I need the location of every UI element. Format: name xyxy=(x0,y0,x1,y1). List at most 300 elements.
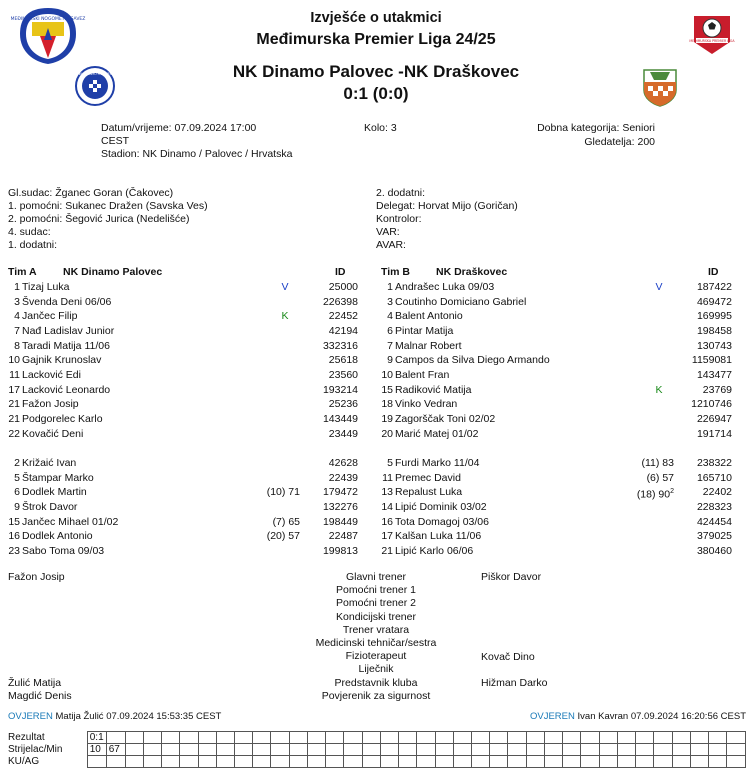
result-grid-cell xyxy=(672,744,690,756)
player-number: 10 xyxy=(8,354,20,367)
official-entry: 2. pomoćni: Šegović Jurica (Nedelišće) xyxy=(8,213,190,226)
verified-tag-right: OVJEREN xyxy=(530,711,575,722)
player-name: Lacković Leonardo xyxy=(22,383,111,396)
verification-left xyxy=(8,711,221,722)
substitution-info: (18) $90^2$ xyxy=(636,488,674,501)
player-name: Lipić Dominik 03/02 xyxy=(395,500,487,513)
player-id: 42194 xyxy=(328,324,358,337)
player-id: 198458 xyxy=(696,324,732,337)
player-name: Vinko Vedran xyxy=(395,398,458,411)
player-number: 5 xyxy=(14,471,20,484)
player-name: Lipić Karlo 06/06 xyxy=(395,544,474,557)
staff-role: Glavni trener xyxy=(345,571,407,583)
starter-row xyxy=(2,324,368,339)
player-name: Fažon Josip xyxy=(22,398,79,411)
result-grid-cell: 67 xyxy=(106,744,125,756)
result-grid-cell xyxy=(435,756,453,768)
result-grid-cell xyxy=(709,744,727,756)
result-grid-cell xyxy=(216,756,234,768)
result-grid-cell xyxy=(526,756,544,768)
result-grid-cell xyxy=(125,744,143,756)
official-entry: Delegat: Horvat Mijo (Goričan) xyxy=(376,200,518,213)
result-grid-cell xyxy=(125,756,143,768)
result-grid-cell xyxy=(727,744,746,756)
result-grid-cell xyxy=(544,744,562,756)
result-grid-cell: 10 xyxy=(87,744,106,756)
result-grid-cell xyxy=(162,732,180,744)
starter-row xyxy=(2,295,368,310)
substitute-row xyxy=(375,485,741,500)
result-grid-cell xyxy=(234,744,252,756)
player-name: Zagorščak Toni 02/02 xyxy=(395,412,496,425)
age-category: Dobna kategorija: Seniori xyxy=(537,122,655,134)
team-b-name: NK Draškovec xyxy=(436,266,508,278)
player-number: 5 xyxy=(387,457,393,469)
player-number: 15 xyxy=(381,383,393,396)
player-id: 226398 xyxy=(322,295,358,308)
player-name: Dodlek Antonio xyxy=(22,530,93,543)
player-id: 199813 xyxy=(322,544,358,557)
player-id: 191714 xyxy=(696,427,732,440)
substitute-row xyxy=(2,515,368,530)
starter-row xyxy=(2,397,368,412)
player-number: 21 xyxy=(8,398,20,411)
player-number: 17 xyxy=(8,383,20,396)
team-a-id-header: ID xyxy=(335,266,346,278)
player-number: 10 xyxy=(381,368,393,381)
result-grid-cell xyxy=(234,756,252,768)
player-id: 187422 xyxy=(696,281,732,293)
result-grid-cell xyxy=(654,732,672,744)
substitution-info: (20) 57 xyxy=(266,530,300,543)
team-b-label: Tim B xyxy=(381,266,410,278)
player-id: 22439 xyxy=(328,471,358,484)
result-grid-cell xyxy=(435,744,453,756)
substitution-extra: 2 xyxy=(670,488,674,496)
staff-role: Kondicijski trener xyxy=(336,610,416,623)
player-name: Švenda Deni 06/06 xyxy=(22,295,112,308)
result-grid-cell xyxy=(216,732,234,744)
svg-text:MEĐIMURSKI NOGOMETNI SAVEZ: MEĐIMURSKI NOGOMETNI SAVEZ xyxy=(10,17,86,22)
result-grid-cell xyxy=(180,744,198,756)
substitute-row xyxy=(375,529,741,544)
player-name: Lacković Edi xyxy=(22,368,81,381)
match-timezone: CEST xyxy=(101,135,130,147)
result-grid-cell xyxy=(544,732,562,744)
starter-row xyxy=(375,339,741,354)
player-name: Jančec Filip xyxy=(22,310,78,323)
player-number: 19 xyxy=(381,412,393,425)
result-grid-cell xyxy=(472,744,490,756)
substitution-info: (10) 71 xyxy=(266,486,300,499)
starter-row xyxy=(2,427,368,442)
player-name: Balent Antonio xyxy=(395,310,463,323)
player-number: 16 xyxy=(8,530,20,543)
result-grid-cell xyxy=(690,744,708,756)
officials-right xyxy=(376,187,518,252)
player-name: Marić Matej 01/02 xyxy=(395,427,479,440)
result-grid-cell xyxy=(417,756,435,768)
captain-marker: K xyxy=(655,383,663,396)
substitution-info: (7) 65 xyxy=(272,515,300,528)
result-grid-cell xyxy=(709,756,727,768)
player-id: 143477 xyxy=(696,368,732,381)
player-number: 21 xyxy=(8,412,20,425)
substitute-row xyxy=(2,500,368,515)
player-id: 228323 xyxy=(696,500,732,513)
substitute-row xyxy=(375,500,741,515)
player-name: Furdi Marko 11/04 xyxy=(395,457,480,469)
player-number: 2 xyxy=(14,457,20,469)
verification-right xyxy=(530,711,746,722)
player-name: Nađ Ladislav Junior xyxy=(22,324,115,337)
result-grid-cell xyxy=(526,744,544,756)
result-grid-cell xyxy=(654,756,672,768)
result-grid-cell xyxy=(87,756,106,768)
result-grid-cell xyxy=(599,756,617,768)
staff-b-club-rep: Hižman Darko xyxy=(481,677,548,689)
player-number: 6 xyxy=(14,486,20,499)
result-grid-cell xyxy=(326,732,344,744)
result-grid-cell xyxy=(344,744,362,756)
verified-text-left: Matija Žulić 07.09.2024 15:53:35 CEST xyxy=(55,711,222,722)
staff-role: Liječnik xyxy=(358,663,394,676)
goalkeeper-marker: V xyxy=(281,281,289,293)
result-grid-cell xyxy=(563,756,581,768)
substitute-row xyxy=(375,471,741,486)
team-b-id-header: ID xyxy=(708,266,719,278)
player-id: 165710 xyxy=(696,471,732,484)
player-name: Jančec Mihael 01/02 xyxy=(22,515,119,528)
result-grid-cell xyxy=(399,756,417,768)
result-grid-cell xyxy=(636,756,654,768)
match-score: 0:1 (0:0) xyxy=(343,84,409,103)
svg-text:MEĐIMURSKA PREMIER LIGA: MEĐIMURSKA PREMIER LIGA xyxy=(689,39,735,43)
substitute-row xyxy=(375,515,741,530)
starter-row xyxy=(375,295,741,310)
result-grid-cell xyxy=(307,756,325,768)
starter-row xyxy=(2,368,368,383)
result-grid-cell xyxy=(417,732,435,744)
result-grid-cell xyxy=(654,744,672,756)
result-grid-row xyxy=(6,732,746,744)
spectators: Gledatelja: 200 xyxy=(584,136,655,148)
player-name: Križaić Ivan xyxy=(22,457,77,469)
result-grid-cell xyxy=(617,756,635,768)
result-grid-cell xyxy=(727,732,746,744)
player-name: Campos da Silva Diego Armando xyxy=(395,354,550,367)
starter-row xyxy=(375,383,741,398)
player-number: 8 xyxy=(14,339,20,352)
result-grid-cell xyxy=(526,732,544,744)
result-grid-cell xyxy=(435,732,453,744)
player-id: 1159081 xyxy=(691,354,732,367)
result-grid-cell xyxy=(508,744,526,756)
starter-row xyxy=(375,309,741,324)
player-number: 3 xyxy=(14,295,20,308)
result-grid-cell xyxy=(143,744,161,756)
result-grid-cell xyxy=(289,732,307,744)
player-number: 9 xyxy=(387,354,393,367)
official-entry: Kontrolor: xyxy=(376,213,422,226)
staff-b-head-coach: Piškor Davor xyxy=(481,571,542,583)
match-title: NK Dinamo Palovec -NK Draškovec xyxy=(232,62,520,81)
result-grid-cell xyxy=(636,744,654,756)
result-grid-cell xyxy=(581,744,599,756)
result-grid-cell xyxy=(380,756,398,768)
starter-row xyxy=(2,353,368,368)
official-entry: 1. pomoćni: Sukanec Dražen (Savska Ves) xyxy=(8,200,208,213)
svg-text:NK DINAMO PALOVEC: NK DINAMO PALOVEC xyxy=(77,72,113,76)
starter-row xyxy=(2,339,368,354)
player-number: 18 xyxy=(381,398,393,411)
player-id: 25000 xyxy=(328,281,358,293)
staff-b-physio: Kovač Dino xyxy=(481,651,535,663)
result-grid-cell xyxy=(453,744,471,756)
substitute-row xyxy=(2,529,368,544)
verified-tag-left: OVJEREN xyxy=(8,711,53,722)
staff-role: Fizioterapeut xyxy=(345,650,407,663)
player-id: 23449 xyxy=(328,427,358,440)
official-entry: AVAR: xyxy=(376,239,406,252)
result-grid-cell xyxy=(617,732,635,744)
substitution-info: (11) 83 xyxy=(641,457,674,469)
player-id: 22452 xyxy=(328,310,358,323)
player-name: Tizaj Luka xyxy=(22,281,70,293)
starter-row xyxy=(375,353,741,368)
result-grid-cell xyxy=(253,732,271,744)
result-grid-cell xyxy=(307,744,325,756)
player-number: 11 xyxy=(382,471,393,484)
starter-row xyxy=(375,280,741,295)
result-grid-cell xyxy=(417,744,435,756)
player-name: Štrok Davor xyxy=(22,500,78,513)
player-number: 4 xyxy=(387,310,393,323)
result-grid-cell xyxy=(326,756,344,768)
result-grid-cell xyxy=(453,756,471,768)
starter-row xyxy=(2,309,368,324)
result-grid-cell xyxy=(289,756,307,768)
starter-row xyxy=(375,397,741,412)
result-grid-cell xyxy=(490,744,508,756)
result-grid-cell xyxy=(344,732,362,744)
player-id: 1210746 xyxy=(691,398,732,411)
starter-row xyxy=(2,280,368,295)
result-grid-cell xyxy=(271,756,289,768)
staff-roles xyxy=(276,571,476,703)
result-grid-cell xyxy=(344,756,362,768)
official-entry: 4. sudac: xyxy=(8,226,51,239)
player-id: 179472 xyxy=(322,486,358,499)
staff-role: Trener vratara xyxy=(342,623,410,636)
result-grid-cell xyxy=(508,756,526,768)
result-grid-row xyxy=(6,756,746,768)
result-grid-cell xyxy=(544,756,562,768)
player-name: Premec David xyxy=(395,471,461,484)
staff-a-head-coach: Fažon Josip xyxy=(8,571,65,583)
result-grid-cell xyxy=(180,732,198,744)
player-id: 380460 xyxy=(696,544,732,557)
player-number: 14 xyxy=(381,500,393,513)
official-entry: 2. dodatni: xyxy=(376,187,426,199)
player-number: 13 xyxy=(381,486,393,499)
result-grid-cell xyxy=(162,744,180,756)
result-grid-cell xyxy=(307,732,325,744)
match-stadium: Stadion: NK Dinamo / Palovec / Hrvatska xyxy=(101,148,293,160)
substitute-row xyxy=(2,544,368,559)
player-number: 22 xyxy=(8,427,20,440)
substitute-row xyxy=(2,456,368,471)
result-grid-cell xyxy=(289,744,307,756)
player-id: 332316 xyxy=(322,339,358,352)
player-id: 226947 xyxy=(696,412,732,425)
player-id: 132276 xyxy=(322,500,358,513)
result-grid-cell xyxy=(581,732,599,744)
result-grid-cell xyxy=(106,756,125,768)
player-name: Tota Domagoj 03/06 xyxy=(395,515,489,528)
player-id: 25236 xyxy=(328,398,358,411)
player-id: 22402 xyxy=(702,486,732,499)
result-grid-cell xyxy=(727,756,746,768)
staff-role: Povjerenik za sigurnost xyxy=(321,689,431,702)
staff-a-club-rep: Žulić Matija xyxy=(8,677,62,689)
player-id: 23769 xyxy=(702,383,732,396)
player-name: Podgorelec Karlo xyxy=(22,412,103,425)
player-id: 22487 xyxy=(328,530,358,543)
player-number: 11 xyxy=(9,368,20,381)
substitute-row xyxy=(375,544,741,559)
starter-row xyxy=(375,324,741,339)
staff-role: Medicinski tehničar/sestra xyxy=(315,637,437,650)
starter-row xyxy=(375,412,741,427)
official-entry: Gl.sudac: Žganec Goran (Čakovec) xyxy=(8,187,174,199)
result-grid-cell xyxy=(271,732,289,744)
staff-a-security: Magdić Denis xyxy=(8,690,72,702)
player-number: 15 xyxy=(8,515,20,528)
result-grid-cell xyxy=(599,732,617,744)
player-number: 4 xyxy=(14,310,20,323)
result-grid-cell xyxy=(508,732,526,744)
result-grid-cell xyxy=(362,756,380,768)
player-name: Radiković Matija xyxy=(395,383,472,396)
result-grid-cell xyxy=(490,756,508,768)
result-grid-cell xyxy=(143,756,161,768)
result-grid-cell: 0:1 xyxy=(87,732,106,744)
team-a-label: Tim A xyxy=(8,266,37,278)
player-name: Dodlek Martin xyxy=(22,486,87,499)
player-number: 6 xyxy=(387,324,393,337)
result-grid-label: Rezultat xyxy=(8,732,45,743)
result-grid-cell xyxy=(690,756,708,768)
substitute-row xyxy=(2,485,368,500)
starter-row xyxy=(375,427,741,442)
result-grid-cell xyxy=(563,744,581,756)
official-entry: VAR: xyxy=(376,226,400,239)
result-grid-cell xyxy=(125,732,143,744)
league-name: Međimurska Premier Liga 24/25 xyxy=(256,31,496,48)
result-grid-cell xyxy=(472,756,490,768)
player-name: Pintar Matija xyxy=(395,324,454,337)
match-datetime: Datum/vrijeme: 07.09.2024 17:00 xyxy=(101,122,257,134)
player-id: 169995 xyxy=(696,310,732,323)
result-grid-cell xyxy=(198,732,216,744)
player-number: 1 xyxy=(14,281,20,293)
player-id: 198449 xyxy=(322,515,358,528)
result-grid-cell xyxy=(617,744,635,756)
player-number: 21 xyxy=(381,544,393,557)
result-grid-cell xyxy=(362,732,380,744)
result-grid-cell xyxy=(198,756,216,768)
result-grid-cell xyxy=(143,732,161,744)
player-name: Kovačić Deni xyxy=(22,427,84,440)
player-id: 25618 xyxy=(328,354,358,367)
staff-role: Pomoćni trener 2 xyxy=(336,597,416,610)
starter-row xyxy=(2,412,368,427)
result-grid-cell xyxy=(563,732,581,744)
result-grid-cell xyxy=(672,756,690,768)
player-number: 7 xyxy=(387,339,393,352)
result-grid-cell xyxy=(180,756,198,768)
substitution-info: (6) 57 xyxy=(646,471,674,484)
result-grid-cell xyxy=(326,744,344,756)
player-number: 1 xyxy=(387,281,393,293)
report-title: Izvješće o utakmici xyxy=(310,10,442,26)
result-grid-cell xyxy=(709,732,727,744)
player-id: 42628 xyxy=(328,457,358,469)
result-grid-cell xyxy=(490,732,508,744)
match-round: Kolo: 3 xyxy=(364,122,397,134)
player-name: Štampar Marko xyxy=(22,471,94,484)
result-grid-cell xyxy=(672,732,690,744)
player-number: 20 xyxy=(381,427,393,440)
player-id: 130743 xyxy=(696,339,732,352)
player-number: 3 xyxy=(387,295,393,308)
result-grid-cell xyxy=(162,756,180,768)
player-id: 238322 xyxy=(696,457,732,469)
result-grid-cell xyxy=(253,744,271,756)
result-grid-cell xyxy=(198,744,216,756)
player-number: 17 xyxy=(381,530,393,543)
result-grid-cell xyxy=(599,744,617,756)
result-grid-cell xyxy=(380,744,398,756)
player-name: Malnar Robert xyxy=(395,339,462,352)
result-grid-cell xyxy=(271,744,289,756)
player-name: Coutinho Domiciano Gabriel xyxy=(395,295,527,308)
player-name: Andrašec Luka 09/03 xyxy=(395,281,495,293)
player-id: 424454 xyxy=(696,515,732,528)
result-grid-cell xyxy=(690,732,708,744)
starter-row xyxy=(2,383,368,398)
result-grid-cell xyxy=(380,732,398,744)
official-entry: 1. dodatni: xyxy=(8,239,58,252)
player-id: 143449 xyxy=(322,412,358,425)
player-number: 7 xyxy=(14,324,20,337)
staff-role: Predstavnik kluba xyxy=(334,676,418,689)
player-name: Taradi Matija 11/06 xyxy=(22,339,110,352)
player-name: Repalust Luka xyxy=(395,486,463,499)
player-id: 379025 xyxy=(696,530,732,543)
player-id: 193214 xyxy=(322,383,358,396)
result-grid-cell xyxy=(362,744,380,756)
result-grid-row xyxy=(6,744,746,756)
result-grid-cell xyxy=(106,732,125,744)
officials-left xyxy=(8,187,208,252)
result-grid-cell xyxy=(453,732,471,744)
result-grid xyxy=(6,731,746,768)
goalkeeper-marker: V xyxy=(655,281,663,293)
result-grid-cell xyxy=(399,732,417,744)
player-number: 23 xyxy=(8,544,20,557)
